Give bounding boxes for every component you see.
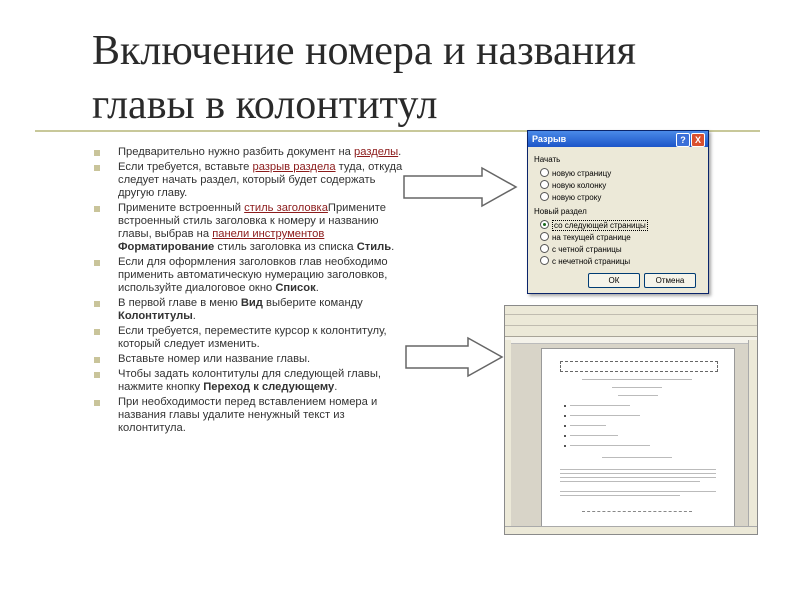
list-item: При необходимости перед вставлением номера и названия главы удалите ненужный текст из колонтитула. (92, 396, 404, 435)
list-item: Примените встроенный стиль заголовкаПримените встроенный стиль заголовка к номеру и названию главы, выбрав на панели инструментов Форматирование стиль заголовка из списка Стиль. (92, 202, 404, 254)
dialog-title: Разрыв (532, 134, 567, 144)
radio-odd-page[interactable]: с нечетной страницы (540, 256, 630, 266)
arrow-right-icon (402, 166, 518, 208)
link-section-break[interactable]: разрыв раздела (252, 161, 336, 173)
radio-next-page[interactable]: со следующей страницы (540, 220, 648, 230)
link-toolbar[interactable]: панели инструментов (212, 228, 325, 240)
link-heading-style[interactable]: стиль заголовка (244, 202, 328, 214)
cancel-button[interactable]: Отмена (644, 273, 696, 288)
menu-bar (505, 306, 757, 315)
group-label-start: Начать (534, 155, 561, 164)
list-item: Если для оформления заголовков глав необходимо применить автоматическую нумерацию заголовков, используйте диалоговое окно Список. (92, 256, 404, 295)
list-item: Если требуется, переместите курсор к колонтитулу, который следует изменить. (92, 325, 404, 351)
list-item: Вставьте номер или название главы. (92, 353, 404, 366)
list-item: Если требуется, вставьте разрыв раздела туда, откуда следует начать раздел, который будет содержать другую главу. (92, 161, 404, 200)
ok-button[interactable]: ОК (588, 273, 640, 288)
radio-new-page[interactable]: новую страницу (540, 168, 611, 178)
list-item: В первой главе в меню Вид выберите команду Колонтитулы. (92, 297, 404, 323)
arrow-right-icon (404, 336, 504, 378)
instruction-list (92, 146, 404, 437)
formatting-toolbar (505, 326, 757, 337)
group-label-new-section: Новый раздел (534, 207, 587, 216)
dialog-titlebar (528, 131, 708, 147)
left-bar (505, 340, 511, 526)
radio-new-line[interactable]: новую строку (540, 192, 601, 202)
close-button[interactable]: X (691, 133, 705, 147)
link-sections[interactable]: разделы (354, 146, 399, 158)
radio-current-page[interactable]: на текущей странице (540, 232, 631, 242)
ruler (505, 337, 757, 344)
word-window-screenshot (504, 305, 758, 535)
standard-toolbar (505, 315, 757, 326)
help-button[interactable]: ? (676, 133, 690, 147)
radio-even-page[interactable]: с четной страницы (540, 244, 622, 254)
radio-new-column[interactable]: новую колонку (540, 180, 606, 190)
header-area (560, 361, 718, 372)
document-page (541, 348, 735, 528)
list-item: Предварительно нужно разбить документ на разделы. (92, 146, 404, 159)
status-bar (505, 526, 757, 534)
break-dialog (527, 130, 709, 294)
slide-title: Включение номера и названия главы в колонтитул (92, 28, 636, 128)
list-item: Чтобы задать колонтитулы для следующей главы, нажмите кнопку Переход к следующему. (92, 368, 404, 394)
vertical-scrollbar (748, 340, 757, 526)
